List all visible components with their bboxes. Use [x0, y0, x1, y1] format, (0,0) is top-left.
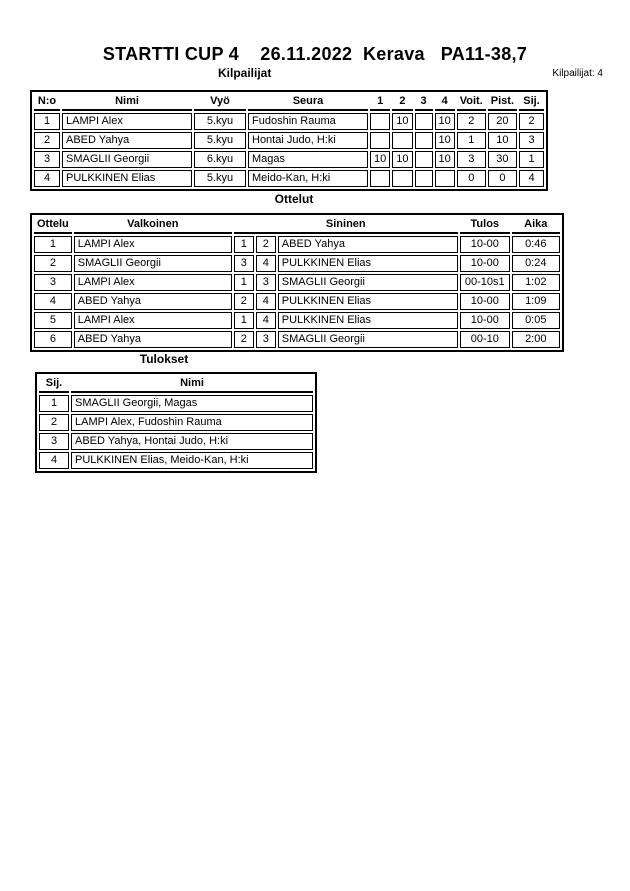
place: 4	[519, 170, 544, 187]
competitor-row	[34, 132, 544, 149]
match-row	[34, 293, 560, 310]
white-player: ABED Yahya	[74, 331, 232, 348]
result-place: 3	[39, 433, 69, 450]
match-time: 1:09	[512, 293, 560, 310]
match-time: 2:00	[512, 331, 560, 348]
blue-player-number: 4	[256, 293, 276, 310]
matches-table	[30, 213, 564, 352]
white-player-number: 2	[234, 331, 254, 348]
white-player: ABED Yahya	[74, 293, 232, 310]
col-header-belt: Vyö	[194, 94, 246, 111]
competitor-name: LAMPI Alex	[62, 113, 192, 130]
points: 0	[488, 170, 517, 187]
blue-player-number: 4	[256, 255, 276, 272]
matches-header-row	[34, 217, 560, 234]
place: 2	[519, 113, 544, 130]
match-result: 10-00	[460, 312, 510, 329]
match1-score	[370, 132, 390, 149]
match-result: 00-10	[460, 331, 510, 348]
competitor-number: 1	[34, 113, 60, 130]
match2-score: 10	[392, 151, 412, 168]
blue-player: SMAGLII Georgii	[278, 274, 458, 291]
match-result: 10-00	[460, 255, 510, 272]
wins: 2	[457, 113, 486, 130]
col-header-name: Nimi	[71, 376, 313, 393]
blue-player-number: 3	[256, 331, 276, 348]
match-number: 4	[34, 293, 72, 310]
wins: 1	[457, 132, 486, 149]
competitor-row	[34, 151, 544, 168]
white-player: LAMPI Alex	[74, 274, 232, 291]
col-header-no: N:o	[34, 94, 60, 111]
white-player: LAMPI Alex	[74, 312, 232, 329]
blue-player-number: 2	[256, 236, 276, 253]
matches-section-heading: Ottelut	[274, 192, 314, 206]
white-player-number: 3	[234, 255, 254, 272]
col-header-match1: 1	[370, 94, 390, 111]
competitor-name: SMAGLII Georgii	[62, 151, 192, 168]
match-result: 00-10s1	[460, 274, 510, 291]
place: 3	[519, 132, 544, 149]
white-player-number: 1	[234, 274, 254, 291]
match-row	[34, 236, 560, 253]
result-name: ABED Yahya, Hontai Judo, H:ki	[71, 433, 313, 450]
match-number: 1	[34, 236, 72, 253]
competitors-count: Kilpailijat: 4	[552, 68, 603, 79]
competitor-row	[34, 170, 544, 187]
result-place: 2	[39, 414, 69, 431]
white-player: LAMPI Alex	[74, 236, 232, 253]
result-row	[39, 414, 313, 431]
blue-player: PULKKINEN Elias	[278, 255, 458, 272]
col-header-wins: Voit.	[457, 94, 486, 111]
blue-player: SMAGLII Georgii	[278, 331, 458, 348]
match1-score	[370, 170, 390, 187]
match-number: 2	[34, 255, 72, 272]
col-header-result: Tulos	[460, 217, 510, 234]
result-row	[39, 395, 313, 412]
result-name: SMAGLII Georgii, Magas	[71, 395, 313, 412]
competitors-section-heading: Kilpailijat	[218, 66, 272, 80]
match-row	[34, 255, 560, 272]
match4-score: 10	[435, 113, 455, 130]
competitor-number: 3	[34, 151, 60, 168]
match-number: 3	[34, 274, 72, 291]
match4-score	[435, 170, 455, 187]
col-header-blue: Sininen	[234, 217, 458, 234]
blue-player-number: 4	[256, 312, 276, 329]
match-time: 0:46	[512, 236, 560, 253]
competitor-club: Hontai Judo, H:ki	[248, 132, 368, 149]
blue-player: ABED Yahya	[278, 236, 458, 253]
match-row	[34, 274, 560, 291]
competitor-row	[34, 113, 544, 130]
col-header-match3: 3	[415, 94, 433, 111]
match-time: 0:05	[512, 312, 560, 329]
competitor-name: PULKKINEN Elias	[62, 170, 192, 187]
col-header-name: Nimi	[62, 94, 192, 111]
match3-score	[415, 151, 433, 168]
place: 1	[519, 151, 544, 168]
competitor-club: Fudoshin Rauma	[248, 113, 368, 130]
wins: 0	[457, 170, 486, 187]
competitor-number: 2	[34, 132, 60, 149]
col-header-points: Pist.	[488, 94, 517, 111]
col-header-place: Sij.	[39, 376, 69, 393]
blue-player-number: 3	[256, 274, 276, 291]
points: 10	[488, 132, 517, 149]
col-header-match4: 4	[435, 94, 455, 111]
match-row	[34, 331, 560, 348]
match1-score	[370, 113, 390, 130]
wins: 3	[457, 151, 486, 168]
competitor-club: Meido-Kan, H:ki	[248, 170, 368, 187]
match4-score: 10	[435, 151, 455, 168]
match3-score	[415, 113, 433, 130]
competitor-belt: 5.kyu	[194, 132, 246, 149]
col-header-time: Aika	[512, 217, 560, 234]
white-player-number: 2	[234, 293, 254, 310]
result-place: 1	[39, 395, 69, 412]
results-section-heading: Tulokset	[139, 352, 189, 366]
match-time: 0:24	[512, 255, 560, 272]
match3-score	[415, 132, 433, 149]
col-header-club: Seura	[248, 94, 368, 111]
competitor-name: ABED Yahya	[62, 132, 192, 149]
page-title: STARTTI CUP 4 26.11.2022 Kerava PA11-38,7	[102, 44, 528, 64]
col-header-place: Sij.	[519, 94, 544, 111]
white-player-number: 1	[234, 236, 254, 253]
col-header-match2: 2	[392, 94, 412, 111]
competitor-club: Magas	[248, 151, 368, 168]
match-result: 10-00	[460, 236, 510, 253]
match-row	[34, 312, 560, 329]
results-header-row	[39, 376, 313, 393]
points: 30	[488, 151, 517, 168]
match4-score: 10	[435, 132, 455, 149]
results-table	[35, 372, 317, 473]
white-player-number: 1	[234, 312, 254, 329]
match2-score: 10	[392, 113, 412, 130]
col-header-match-no: Ottelu	[34, 217, 72, 234]
competitors-table	[30, 90, 548, 191]
result-row	[39, 433, 313, 450]
competitor-belt: 5.kyu	[194, 113, 246, 130]
match-number: 5	[34, 312, 72, 329]
match-number: 6	[34, 331, 72, 348]
match3-score	[415, 170, 433, 187]
result-name: LAMPI Alex, Fudoshin Rauma	[71, 414, 313, 431]
blue-player: PULKKINEN Elias	[278, 312, 458, 329]
result-row	[39, 452, 313, 469]
points: 20	[488, 113, 517, 130]
competitor-number: 4	[34, 170, 60, 187]
match-time: 1:02	[512, 274, 560, 291]
col-header-white: Valkoinen	[74, 217, 232, 234]
match1-score: 10	[370, 151, 390, 168]
blue-player: PULKKINEN Elias	[278, 293, 458, 310]
match2-score	[392, 170, 412, 187]
match2-score	[392, 132, 412, 149]
match-result: 10-00	[460, 293, 510, 310]
competitors-header-row	[34, 94, 544, 111]
result-name: PULKKINEN Elias, Meido-Kan, H:ki	[71, 452, 313, 469]
result-place: 4	[39, 452, 69, 469]
competitor-belt: 6.kyu	[194, 151, 246, 168]
competitor-belt: 5.kyu	[194, 170, 246, 187]
white-player: SMAGLII Georgii	[74, 255, 232, 272]
